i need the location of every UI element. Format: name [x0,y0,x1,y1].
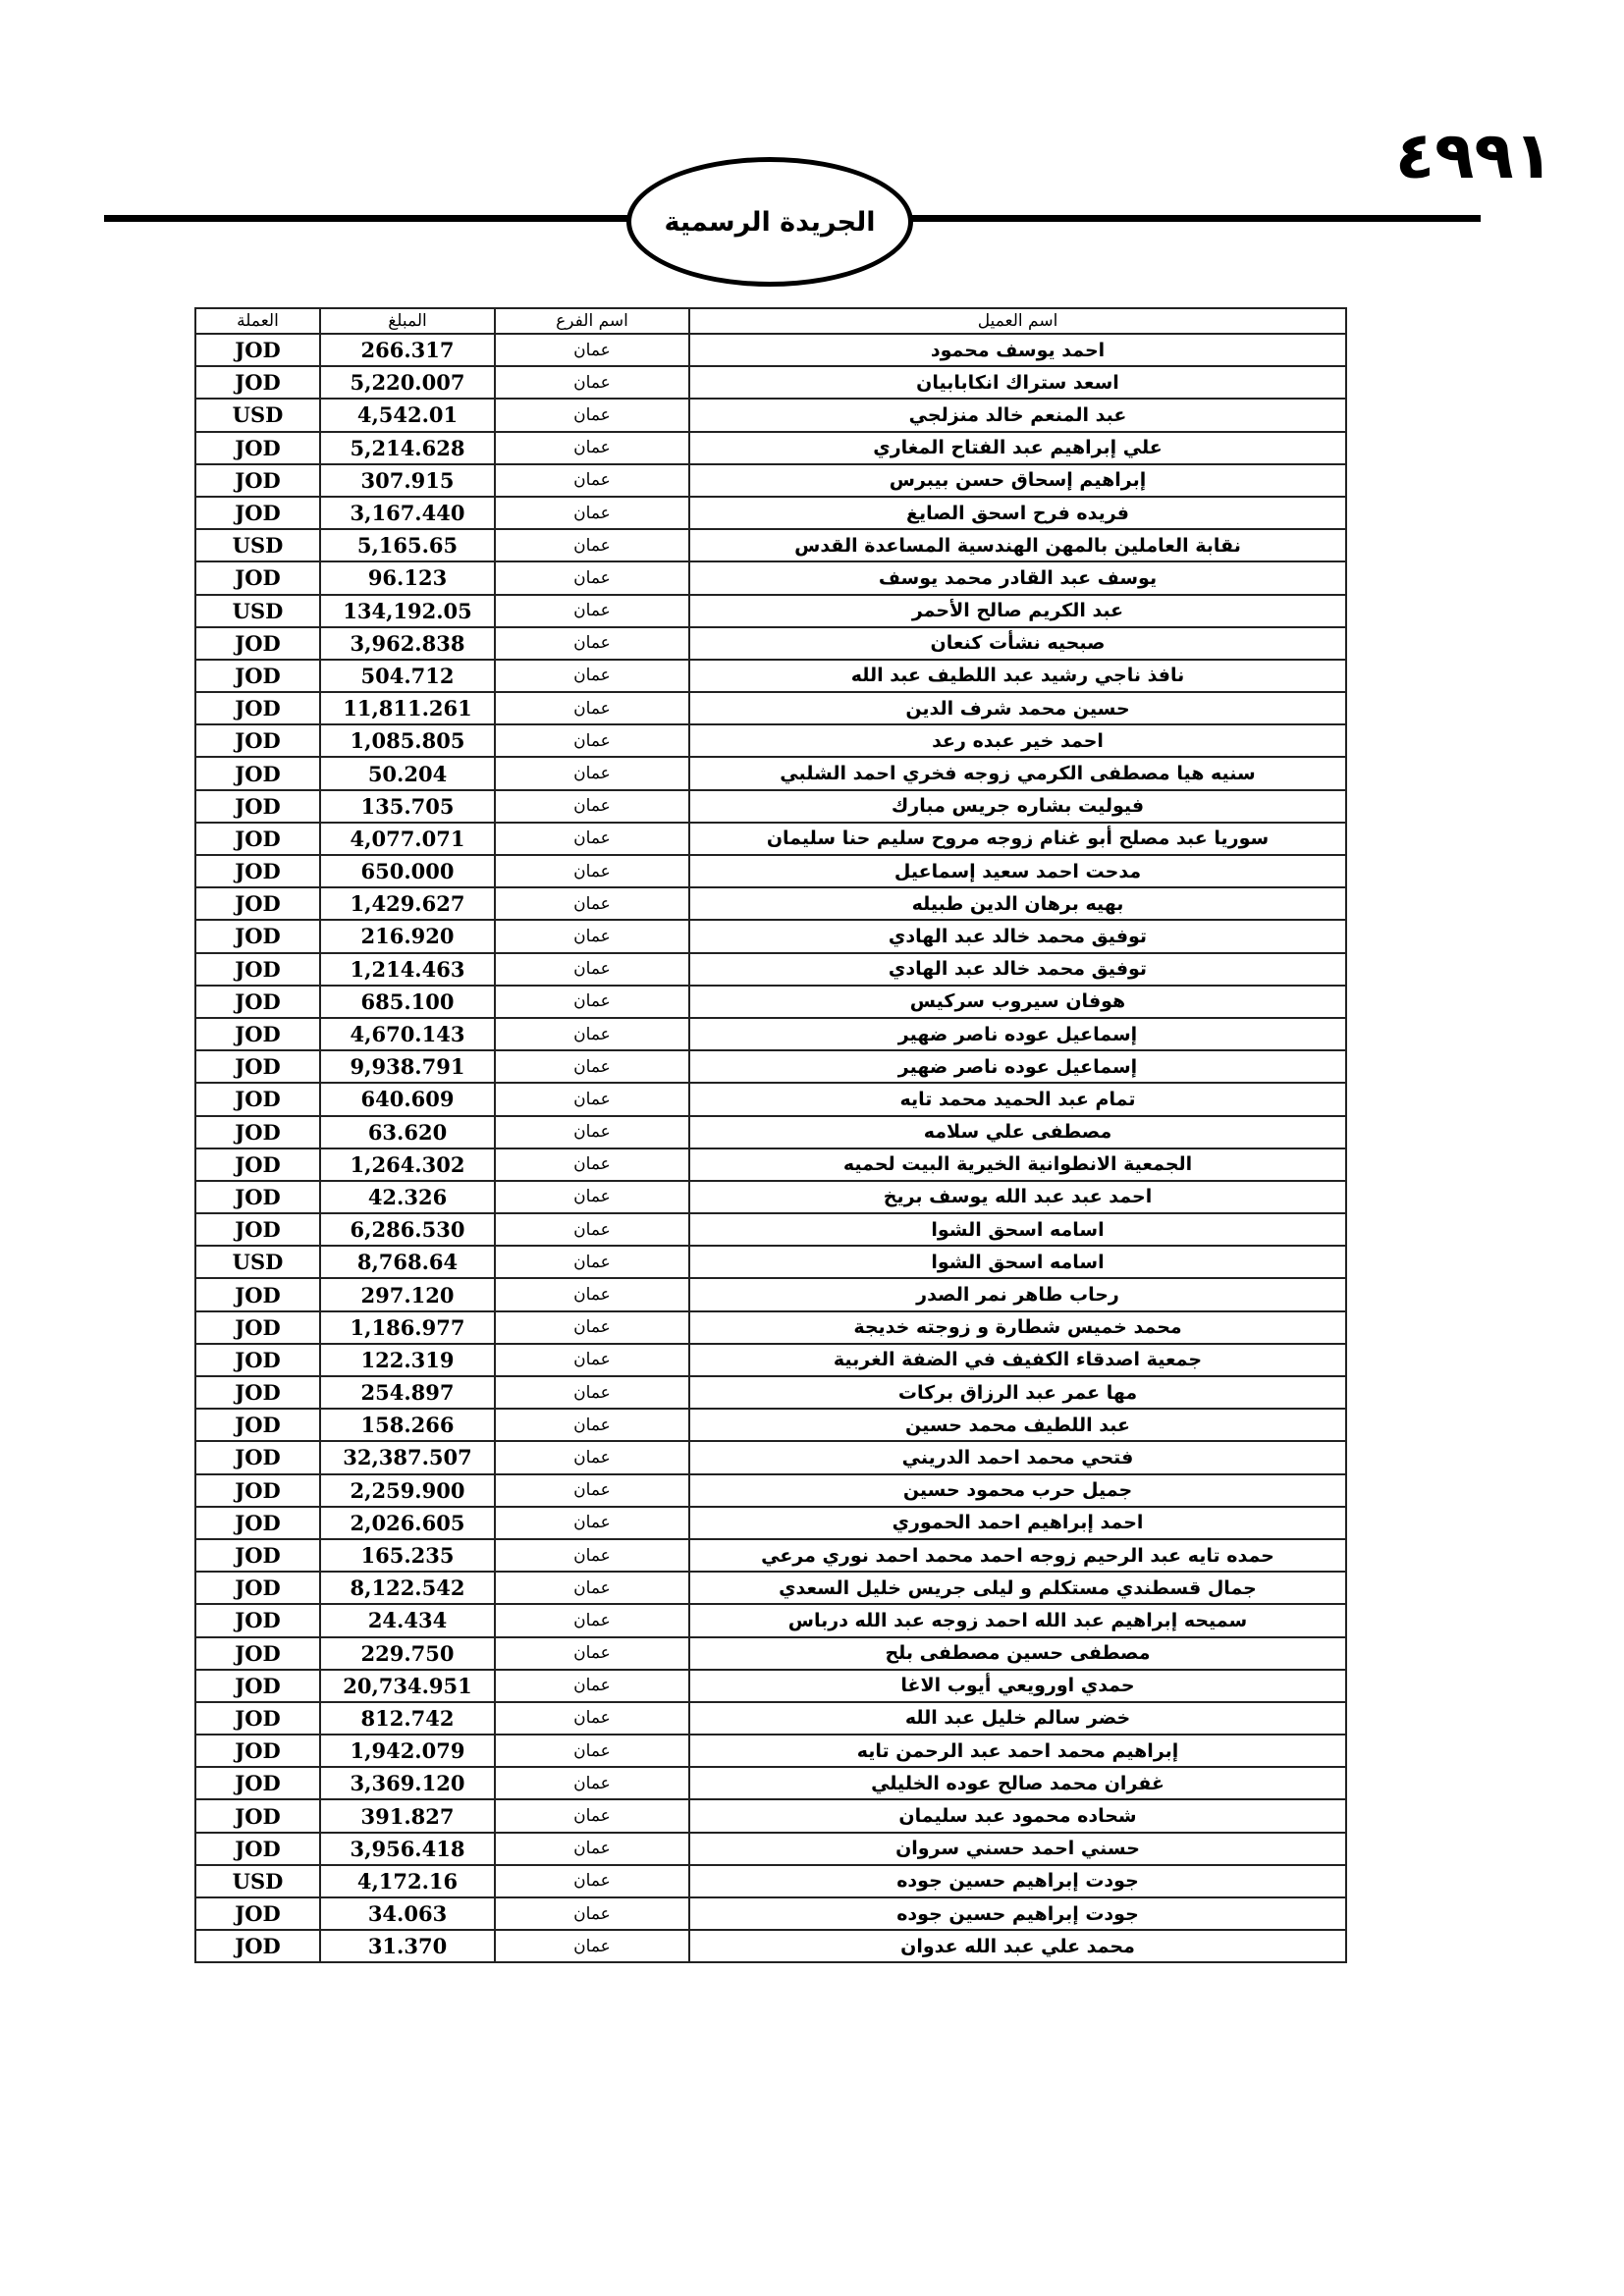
header-currency: العملة [195,308,320,334]
branch-cell: عمان [495,1637,689,1670]
amount-cell: 2,259.900 [320,1474,495,1507]
amount-cell: 8,122.542 [320,1572,495,1604]
table-row [195,660,1346,692]
amount-cell: 216.920 [320,920,495,952]
table-row [195,1897,1346,1930]
amount-cell: 307.915 [320,464,495,497]
table-row [195,1833,1346,1865]
table-row [195,464,1346,497]
branch-cell: عمان [495,627,689,660]
currency-cell: JOD [195,1670,320,1702]
table-row [195,497,1346,529]
table-row [195,1865,1346,1897]
client-name-cell: عبد اللطيف محمد حسين [689,1409,1346,1441]
branch-cell: عمان [495,1833,689,1865]
branch-cell: عمان [495,953,689,986]
amount-cell: 42.326 [320,1181,495,1213]
currency-cell: JOD [195,366,320,399]
table-row [195,1572,1346,1604]
table-row [195,1539,1346,1572]
currency-cell: JOD [195,1181,320,1213]
client-name-cell: سنيه هيا مصطفى الكرمي زوجه فخري احمد الشلبي [689,757,1346,789]
currency-cell: JOD [195,790,320,823]
client-name-cell: عبد الكريم صالح الأحمر [689,595,1346,627]
currency-cell: JOD [195,1376,320,1409]
currency-cell: JOD [195,1116,320,1148]
amount-cell: 3,167.440 [320,497,495,529]
client-name-cell: الجمعية الانطوانية الخيرية البيت لحميه [689,1148,1346,1181]
branch-cell: عمان [495,1050,689,1083]
client-name-cell: سميحه إبراهيم عبد الله احمد زوجه عبد الله درباس [689,1604,1346,1636]
client-name-cell: بهيه برهان الدين طبيله [689,887,1346,920]
currency-cell: JOD [195,561,320,594]
branch-cell: عمان [495,790,689,823]
amount-cell: 4,077.071 [320,823,495,855]
amount-cell: 650.000 [320,855,495,887]
currency-cell: JOD [195,432,320,464]
branch-cell: عمان [495,1735,689,1767]
currency-cell: JOD [195,757,320,789]
client-name-cell: صبحيه نشأت كنعان [689,627,1346,660]
table-row [195,1670,1346,1702]
branch-cell: عمان [495,561,689,594]
amount-cell: 165.235 [320,1539,495,1572]
amount-cell: 3,956.418 [320,1833,495,1865]
branch-cell: عمان [495,1572,689,1604]
amount-cell: 4,670.143 [320,1018,495,1050]
client-name-cell: خضر سالم خليل عبد الله [689,1702,1346,1735]
currency-cell: JOD [195,1311,320,1344]
table-row [195,561,1346,594]
amount-cell: 5,165.65 [320,529,495,561]
client-name-cell: إسماعيل عوده ناصر ضهير [689,1050,1346,1083]
client-name-cell: يوسف عبد القادر محمد يوسف [689,561,1346,594]
branch-cell: عمان [495,1539,689,1572]
client-name-cell: جميل حرب محمود حسين [689,1474,1346,1507]
currency-cell: JOD [195,953,320,986]
branch-cell: عمان [495,724,689,757]
client-name-cell: اسامه اسحق الشوا [689,1246,1346,1278]
branch-cell: عمان [495,1409,689,1441]
table-row [195,399,1346,431]
amount-cell: 31.370 [320,1930,495,1962]
table-row [195,1213,1346,1246]
branch-cell: عمان [495,1799,689,1832]
client-name-cell: جودت إبراهيم حسين جوده [689,1865,1346,1897]
currency-cell: JOD [195,1637,320,1670]
currency-cell: JOD [195,1344,320,1376]
currency-cell: JOD [195,724,320,757]
table-row [195,790,1346,823]
client-name-cell: فريده فرح اسحق الصايغ [689,497,1346,529]
amount-cell: 1,264.302 [320,1148,495,1181]
table-row [195,757,1346,789]
branch-cell: عمان [495,692,689,724]
branch-cell: عمان [495,1213,689,1246]
amount-cell: 297.120 [320,1278,495,1310]
header-oval [626,157,913,287]
client-name-cell: توفيق محمد خالد عبد الهادي [689,920,1346,952]
header-amount: المبلغ [320,308,495,334]
branch-cell: عمان [495,529,689,561]
table-row [195,1278,1346,1310]
branch-cell: عمان [495,1670,689,1702]
currency-cell: JOD [195,1441,320,1473]
currency-cell: JOD [195,1799,320,1832]
currency-cell: JOD [195,1572,320,1604]
branch-cell: عمان [495,1018,689,1050]
branch-cell: عمان [495,595,689,627]
amount-cell: 391.827 [320,1799,495,1832]
client-name-cell: مصطفى علي سلامه [689,1116,1346,1148]
currency-cell: JOD [195,1083,320,1115]
amount-cell: 4,542.01 [320,399,495,431]
client-name-cell: محمد علي عبد الله عدوان [689,1930,1346,1962]
amount-cell: 254.897 [320,1376,495,1409]
amount-cell: 11,811.261 [320,692,495,724]
currency-cell: USD [195,595,320,627]
branch-cell: عمان [495,1344,689,1376]
branch-cell: عمان [495,497,689,529]
branch-cell: عمان [495,1278,689,1310]
currency-cell: USD [195,1246,320,1278]
client-name-cell: احمد عبد عبد الله يوسف بريخ [689,1181,1346,1213]
amount-cell: 63.620 [320,1116,495,1148]
table-row [195,1018,1346,1050]
currency-cell: JOD [195,660,320,692]
branch-cell: عمان [495,1897,689,1930]
currency-cell: JOD [195,1018,320,1050]
amount-cell: 4,172.16 [320,1865,495,1897]
client-name-cell: فتحي محمد احمد الدريني [689,1441,1346,1473]
currency-cell: JOD [195,1507,320,1539]
client-name-cell: توفيق محمد خالد عبد الهادي [689,953,1346,986]
client-name-cell: احمد خير عبده رعد [689,724,1346,757]
client-name-cell: مصطفى حسين مصطفى بلح [689,1637,1346,1670]
client-name-cell: اسعد ستراك انكابابيان [689,366,1346,399]
branch-cell: عمان [495,1116,689,1148]
currency-cell: USD [195,399,320,431]
branch-cell: عمان [495,432,689,464]
amount-cell: 8,768.64 [320,1246,495,1278]
table-row [195,1735,1346,1767]
client-name-cell: حمدي اورويعي أيوب الاغا [689,1670,1346,1702]
client-name-cell: مها عمر عبد الرزاق بركات [689,1376,1346,1409]
amount-cell: 6,286.530 [320,1213,495,1246]
client-name-cell: جودت إبراهيم حسين جوده [689,1897,1346,1930]
amount-cell: 3,962.838 [320,627,495,660]
client-name-cell: حمده تايه عبد الرحيم زوجه احمد محمد احمد نوري مرعي [689,1539,1346,1572]
amount-cell: 5,214.628 [320,432,495,464]
currency-cell: JOD [195,1735,320,1767]
branch-cell: عمان [495,1604,689,1636]
amount-cell: 34.063 [320,1897,495,1930]
header-client: اسم العميل [689,308,1346,334]
amount-cell: 1,942.079 [320,1735,495,1767]
client-name-cell: جمعية اصدقاء الكفيف في الضفة الغربية [689,1344,1346,1376]
branch-cell: عمان [495,1767,689,1799]
amount-cell: 134,192.05 [320,595,495,627]
table-row [195,1148,1346,1181]
currency-cell: JOD [195,823,320,855]
header-title: الجريدة الرسمية [664,206,876,238]
branch-cell: عمان [495,855,689,887]
currency-cell: JOD [195,1474,320,1507]
client-name-cell: اسامه اسحق الشوا [689,1213,1346,1246]
currency-cell: JOD [195,986,320,1018]
currency-cell: JOD [195,1702,320,1735]
branch-cell: عمان [495,1181,689,1213]
amount-cell: 1,186.977 [320,1311,495,1344]
amount-cell: 1,085.805 [320,724,495,757]
currency-cell: JOD [195,1767,320,1799]
currency-cell: JOD [195,1148,320,1181]
page-number: ٤٩٩١ [1394,118,1553,193]
table-row [195,627,1346,660]
client-name-cell: نقابة العاملين بالمهن الهندسية المساعدة القدس [689,529,1346,561]
table-row [195,1311,1346,1344]
table-row [195,1246,1346,1278]
currency-cell: JOD [195,497,320,529]
table-row [195,1409,1346,1441]
client-name-cell: مدحت احمد سعيد إسماعيل [689,855,1346,887]
table-row [195,529,1346,561]
branch-cell: عمان [495,399,689,431]
amount-cell: 50.204 [320,757,495,789]
currency-cell: JOD [195,1930,320,1962]
client-name-cell: جمال قسطندي مستكلم و ليلى جريس خليل السعدي [689,1572,1346,1604]
branch-cell: عمان [495,1311,689,1344]
client-name-cell: نافذ ناجي رشيد عبد اللطيف عبد الله [689,660,1346,692]
client-name-cell: محمد خميس شطارة و زوجته خديجة [689,1311,1346,1344]
table-row [195,692,1346,724]
currency-cell: JOD [195,627,320,660]
branch-cell: عمان [495,920,689,952]
branch-cell: عمان [495,334,689,366]
table-row [195,1604,1346,1636]
branch-cell: عمان [495,366,689,399]
client-name-cell: احمد إبراهيم احمد الحموري [689,1507,1346,1539]
amount-cell: 32,387.507 [320,1441,495,1473]
table-row [195,1181,1346,1213]
currency-cell: JOD [195,692,320,724]
branch-cell: عمان [495,887,689,920]
table-row [195,1050,1346,1083]
table-row [195,1507,1346,1539]
branch-cell: عمان [495,1930,689,1962]
amount-cell: 5,220.007 [320,366,495,399]
currency-cell: JOD [195,920,320,952]
branch-cell: عمان [495,986,689,1018]
currency-cell: JOD [195,855,320,887]
table-row [195,986,1346,1018]
amount-cell: 1,429.627 [320,887,495,920]
client-name-cell: هوفان سيروب سركيس [689,986,1346,1018]
amount-cell: 504.712 [320,660,495,692]
currency-cell: JOD [195,1213,320,1246]
table-row [195,595,1346,627]
branch-cell: عمان [495,1083,689,1115]
client-name-cell: احمد يوسف محمود [689,334,1346,366]
client-name-cell: شحاده محمود عبد سليمان [689,1799,1346,1832]
client-name-cell: فيوليت بشاره جريس مبارك [689,790,1346,823]
table-row [195,334,1346,366]
currency-cell: JOD [195,1409,320,1441]
amount-cell: 3,369.120 [320,1767,495,1799]
amount-cell: 640.609 [320,1083,495,1115]
branch-cell: عمان [495,757,689,789]
table-row [195,920,1346,952]
table-header-row [195,308,1346,334]
table-row [195,1637,1346,1670]
currency-cell: JOD [195,1604,320,1636]
branch-cell: عمان [495,1246,689,1278]
table-row [195,855,1346,887]
amount-cell: 158.266 [320,1409,495,1441]
amount-cell: 96.123 [320,561,495,594]
table-row [195,887,1346,920]
accounts-table [194,307,1347,1963]
client-name-cell: غفران محمد صالح عوده الخليلي [689,1767,1346,1799]
table-row [195,823,1346,855]
client-name-cell: إبراهيم إسحاق حسن بيبرس [689,464,1346,497]
amount-cell: 685.100 [320,986,495,1018]
currency-cell: JOD [195,464,320,497]
branch-cell: عمان [495,1702,689,1735]
branch-cell: عمان [495,660,689,692]
client-name-cell: رحاب طاهر نمر الصدر [689,1278,1346,1310]
currency-cell: JOD [195,1539,320,1572]
branch-cell: عمان [495,1507,689,1539]
table-row [195,724,1346,757]
client-name-cell: حسني احمد حسني سروان [689,1833,1346,1865]
currency-cell: JOD [195,1833,320,1865]
client-name-cell: حسين محمد شرف الدين [689,692,1346,724]
currency-cell: JOD [195,334,320,366]
table-row [195,1116,1346,1148]
currency-cell: USD [195,529,320,561]
branch-cell: عمان [495,1376,689,1409]
table-row [195,1702,1346,1735]
table-row [195,1767,1346,1799]
amount-cell: 229.750 [320,1637,495,1670]
table-row [195,1344,1346,1376]
branch-cell: عمان [495,464,689,497]
currency-cell: JOD [195,1050,320,1083]
currency-cell: USD [195,1865,320,1897]
amount-cell: 1,214.463 [320,953,495,986]
table-row [195,432,1346,464]
table-row [195,1376,1346,1409]
table-row [195,366,1346,399]
branch-cell: عمان [495,1474,689,1507]
client-name-cell: إسماعيل عوده ناصر ضهير [689,1018,1346,1050]
amount-cell: 24.434 [320,1604,495,1636]
branch-cell: عمان [495,1148,689,1181]
table-row [195,1474,1346,1507]
client-name-cell: إبراهيم محمد احمد عبد الرحمن تايه [689,1735,1346,1767]
branch-cell: عمان [495,1865,689,1897]
table-row [195,1799,1346,1832]
currency-cell: JOD [195,887,320,920]
amount-cell: 2,026.605 [320,1507,495,1539]
amount-cell: 20,734.951 [320,1670,495,1702]
table-row [195,1083,1346,1115]
amount-cell: 266.317 [320,334,495,366]
amount-cell: 812.742 [320,1702,495,1735]
amount-cell: 9,938.791 [320,1050,495,1083]
branch-cell: عمان [495,1441,689,1473]
currency-cell: JOD [195,1278,320,1310]
client-name-cell: علي إبراهيم عبد الفتاح المغاري [689,432,1346,464]
client-name-cell: سوريا عبد مصلح أبو غنام زوجه مروح سليم حنا سليمان [689,823,1346,855]
branch-cell: عمان [495,823,689,855]
table-row [195,953,1346,986]
header-branch: اسم الفرع [495,308,689,334]
amount-cell: 135.705 [320,790,495,823]
client-name-cell: عبد المنعم خالد منزلجي [689,399,1346,431]
currency-cell: JOD [195,1897,320,1930]
table-row [195,1441,1346,1473]
client-name-cell: تمام عبد الحميد محمد تايه [689,1083,1346,1115]
amount-cell: 122.319 [320,1344,495,1376]
table-row [195,1930,1346,1962]
